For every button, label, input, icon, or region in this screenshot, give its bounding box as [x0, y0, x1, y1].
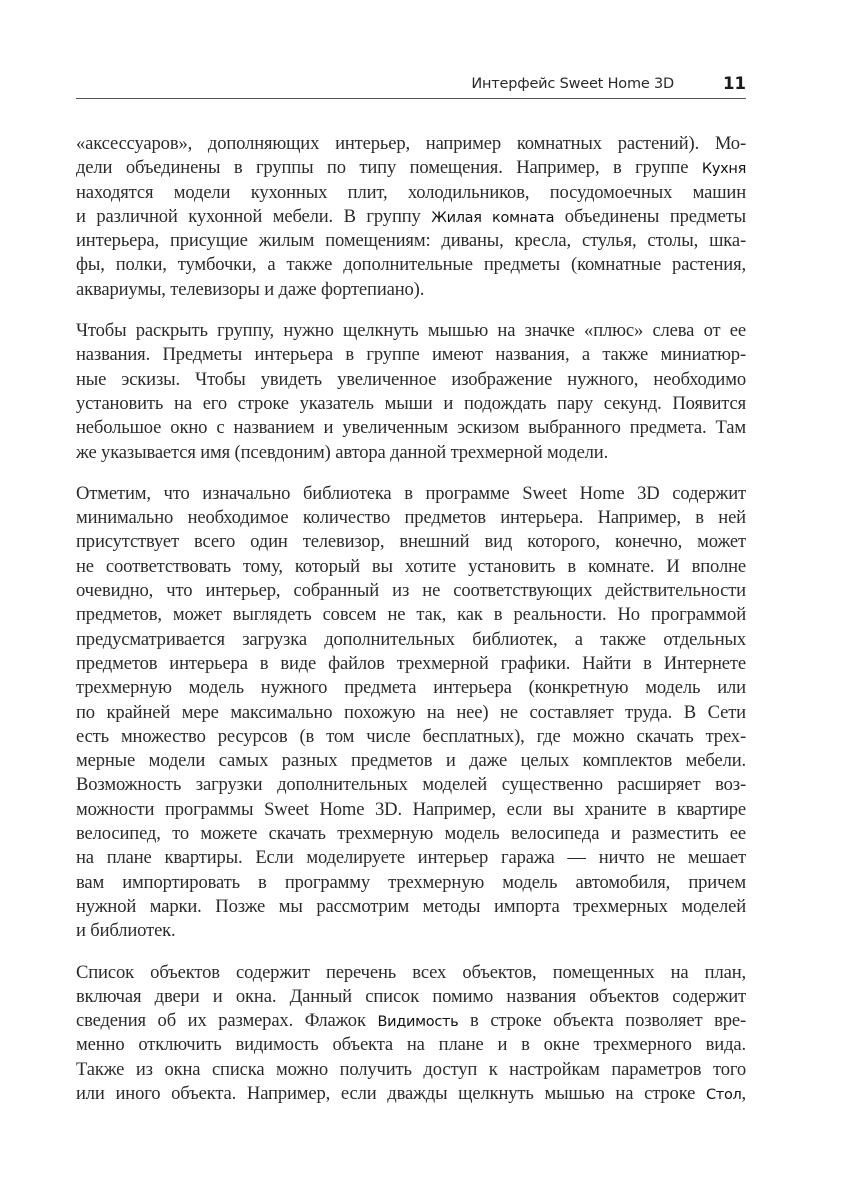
text-segment: объединены предметы: [554, 205, 746, 227]
paragraph: [76, 482, 746, 944]
page-number: 11: [723, 74, 746, 93]
text-segment: небольшое окно с названием и увеличенным эскизом выбранного предмета. Там: [76, 417, 746, 439]
text-line: [76, 229, 746, 253]
text-segment: не соответствовать тому, который вы хотите установить в комнате. И вполне: [76, 555, 746, 577]
text-segment: велосипед, то можете скачать трехмерную модель велосипеда и разместить ее: [76, 823, 746, 845]
text-segment: очевидно, что интерьер, собранный из не соответствующих действительности: [76, 580, 746, 602]
text-line: [76, 749, 746, 773]
text-segment: предусматривается загрузка дополнительных библиотек, а также отдельных: [76, 628, 746, 650]
text-line: [76, 822, 746, 846]
text-segment: вам импортировать в программу трехмерную модель автомобиля, причем: [76, 871, 746, 893]
text-line: [76, 579, 746, 603]
text-line: [76, 156, 746, 180]
text-line: [76, 506, 746, 530]
text-segment: Список объектов содержит перечень всех объектов, помещенных на план,: [76, 961, 746, 983]
text-line: [76, 132, 746, 156]
text-line: [76, 846, 746, 870]
text-segment: мерные модели самых разных предметов и даже целых комплектов мебели.: [76, 750, 746, 772]
text-line: [76, 1058, 746, 1082]
text-segment: в строке объекта позволяет вре-: [458, 1010, 746, 1032]
text-segment: предметов, может выглядеть совсем не так, как в реальности. Но программой: [76, 604, 746, 626]
text-segment: «аксессуаров», дополняющих интерьер, например комнатных растений). Мо-: [76, 133, 746, 154]
text-segment: предметов интерьера в виде файлов трехмерной графики. Найти в Интернете: [76, 652, 746, 674]
text-line: [76, 628, 746, 652]
paragraph: [76, 961, 746, 1107]
text-line: [76, 798, 746, 822]
text-line: [76, 1082, 746, 1106]
text-line: [76, 652, 746, 676]
text-segment: же указывается имя (псевдоним) автора данной трехмерной модели.: [76, 441, 609, 463]
text-segment: ,: [741, 1082, 746, 1104]
text-line: [76, 676, 746, 700]
text-segment: и различной кухонной мебели. В группу: [76, 205, 432, 227]
text-segment: установить на его строке указатель мыши и подождать пару секунд. Появится: [76, 392, 746, 414]
ui-term: Стол: [705, 1086, 742, 1103]
body-text: [76, 132, 746, 1123]
text-line: [76, 530, 746, 554]
ui-term: Видимость: [377, 1014, 459, 1031]
text-line: [76, 253, 746, 277]
text-segment: нужной марки. Позже мы рассмотрим методы импорта трехмерных моделей: [76, 895, 746, 917]
text-segment: аквариумы, телевизоры и даже фортепиано).: [76, 278, 425, 300]
text-segment: интерьера, присущие жилым помещениям: диваны, кресла, стулья, столы, шка-: [76, 230, 746, 252]
text-line: [76, 961, 746, 985]
text-line: [76, 773, 746, 797]
text-segment: находятся модели кухонных плит, холодильников, посудомоечных машин: [76, 181, 746, 203]
ui-term: Кухня: [701, 161, 746, 178]
text-segment: Возможность загрузки дополнительных моделей существенно расширяет воз-: [76, 774, 746, 796]
text-line: [76, 603, 746, 627]
text-line: [76, 895, 746, 919]
text-line: [76, 919, 746, 943]
ui-term: Жилая комната: [431, 209, 555, 226]
text-segment: Также из окна списка можно получить доступ к настройкам параметров того: [76, 1058, 746, 1080]
text-segment: Отметим, что изначально библиотека в программе Sweet Home 3D содержит: [76, 482, 746, 504]
text-segment: трехмерную модель нужного предмета интерьера (конкретную модель или: [76, 677, 746, 699]
text-segment: на плане квартиры. Если моделируете интерьер гаража — ничто не мешает: [76, 847, 746, 869]
text-line: [76, 441, 746, 465]
text-segment: присутствует всего один телевизор, внешний вид которого, конечно, может: [76, 531, 746, 553]
text-line: [76, 1009, 746, 1033]
text-line: [76, 701, 746, 725]
text-segment: включая двери и окна. Данный список помимо названия объектов содержит: [76, 985, 746, 1007]
text-segment: фы, полки, тумбочки, а также дополнительные предметы (комнатные растения,: [76, 254, 746, 276]
paragraph: [76, 319, 746, 465]
text-segment: или иного объекта. Например, если дважды щелкнуть мышью на строке: [76, 1082, 706, 1104]
text-line: [76, 392, 746, 416]
text-line: [76, 482, 746, 506]
text-segment: и библиотек.: [76, 920, 176, 942]
text-segment: Чтобы раскрыть группу, нужно щелкнуть мышью на значке «плюс» слева от ее: [76, 320, 746, 342]
text-segment: есть множество ресурсов (в том числе бесплатных), где можно скачать трех-: [76, 725, 746, 747]
text-line: [76, 871, 746, 895]
text-segment: ные эскизы. Чтобы увидеть увеличенное изображение нужного, необходимо: [76, 368, 746, 390]
text-line: [76, 368, 746, 392]
running-header: [76, 74, 746, 99]
text-line: [76, 205, 746, 229]
text-segment: минимально необходимое количество предметов интерьера. Например, в ней: [76, 507, 746, 529]
text-segment: дели объединены в группы по типу помещения. Например, в группе: [76, 157, 702, 179]
text-line: [76, 416, 746, 440]
text-line: [76, 725, 746, 749]
text-segment: сведения об их размерах. Флажок: [76, 1010, 378, 1032]
text-segment: по крайней мере максимально похожую на нее) не составляет труда. В Сети: [76, 701, 746, 723]
text-line: [76, 278, 746, 302]
text-segment: названия. Предметы интерьера в группе имеют названия, а также миниатюр-: [76, 344, 746, 366]
text-segment: можности программы Sweet Home 3D. Например, если вы храните в квартире: [76, 798, 746, 820]
text-line: [76, 985, 746, 1009]
chapter-title: Интерфейс Sweet Home 3D: [471, 76, 674, 92]
text-line: [76, 319, 746, 343]
text-segment: менно отключить видимость объекта на плане и в окне трехмерного вида.: [76, 1034, 746, 1056]
text-line: [76, 181, 746, 205]
paragraph: [76, 132, 746, 302]
text-line: [76, 555, 746, 579]
text-line: [76, 343, 746, 367]
text-line: [76, 1033, 746, 1057]
